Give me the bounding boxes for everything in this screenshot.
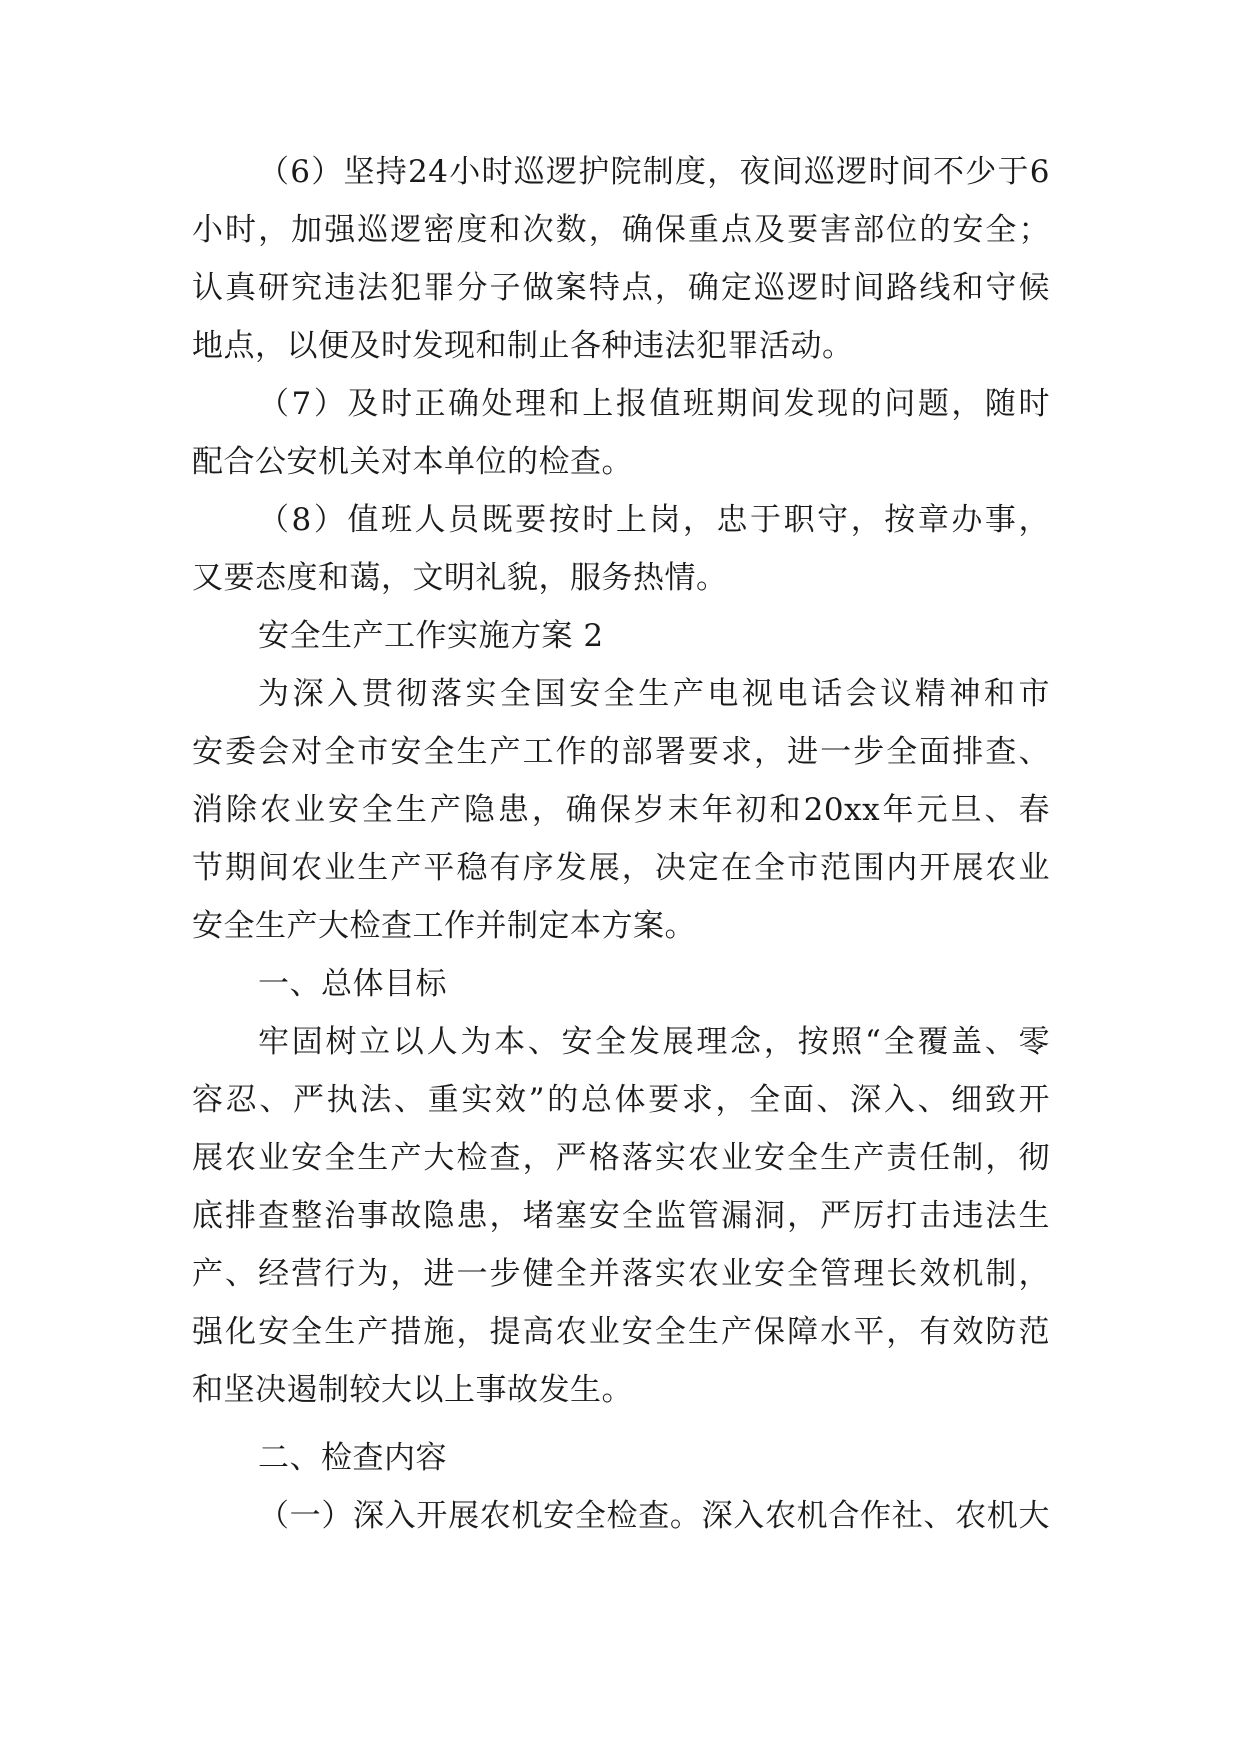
- paragraph-6-line-2: 小时，加强巡逻密度和次数，确保重点及要害部位的安全；: [192, 212, 1050, 248]
- heading-overall-goal: 一、总体目标: [258, 966, 447, 1002]
- goal-line-1: 牢固树立以人为本、安全发展理念，按照“全覆盖、零: [258, 1024, 1050, 1060]
- intro-line-2: 安委会对全市安全生产工作的部署要求，进一步全面排查、: [192, 734, 1050, 770]
- paragraph-6-line-3: 认真研究违法犯罪分子做案特点，确定巡逻时间路线和守候: [192, 270, 1050, 306]
- paragraph-6-line-4: 地点，以便及时发现和制止各种违法犯罪活动。: [192, 328, 854, 364]
- goal-line-6: 强化安全生产措施，提高农业安全生产保障水平，有效防范: [192, 1314, 1050, 1350]
- section-title: 安全生产工作实施方案 2: [258, 618, 604, 654]
- paragraph-8-line-1: （8）值班人员既要按时上岗，忠于职守，按章办事，: [258, 502, 1050, 538]
- paragraph-6-line-1: （6）坚持24小时巡逻护院制度，夜间巡逻时间不少于6: [258, 154, 1050, 190]
- inspection-line-1: （一）深入开展农机安全检查。深入农机合作社、农机大: [258, 1498, 1050, 1534]
- goal-line-2: 容忍、严执法、重实效”的总体要求，全面、深入、细致开: [192, 1082, 1050, 1118]
- intro-line-4: 节期间农业生产平稳有序发展，决定在全市范围内开展农业: [192, 850, 1050, 886]
- paragraph-7-line-1: （7）及时正确处理和上报值班期间发现的问题，随时: [258, 386, 1050, 422]
- intro-line-3: 消除农业安全生产隐患，确保岁末年初和20xx年元旦、春: [192, 792, 1050, 828]
- goal-line-4: 底排查整治事故隐患，堵塞安全监管漏洞，严厉打击违法生: [192, 1198, 1050, 1234]
- intro-line-5: 安全生产大检查工作并制定本方案。: [192, 908, 696, 944]
- paragraph-8-line-2: 又要态度和蔼，文明礼貌，服务热情。: [192, 560, 728, 596]
- paragraph-7-line-2: 配合公安机关对本单位的检查。: [192, 444, 633, 480]
- heading-inspection-content: 二、检查内容: [258, 1440, 447, 1476]
- goal-line-7: 和坚决遏制较大以上事故发生。: [192, 1372, 633, 1408]
- intro-line-1: 为深入贯彻落实全国安全生产电视电话会议精神和市: [258, 676, 1050, 712]
- goal-line-3: 展农业安全生产大检查，严格落实农业安全生产责任制，彻: [192, 1140, 1050, 1176]
- goal-line-5: 产、经营行为，进一步健全并落实农业安全管理长效机制，: [192, 1256, 1050, 1292]
